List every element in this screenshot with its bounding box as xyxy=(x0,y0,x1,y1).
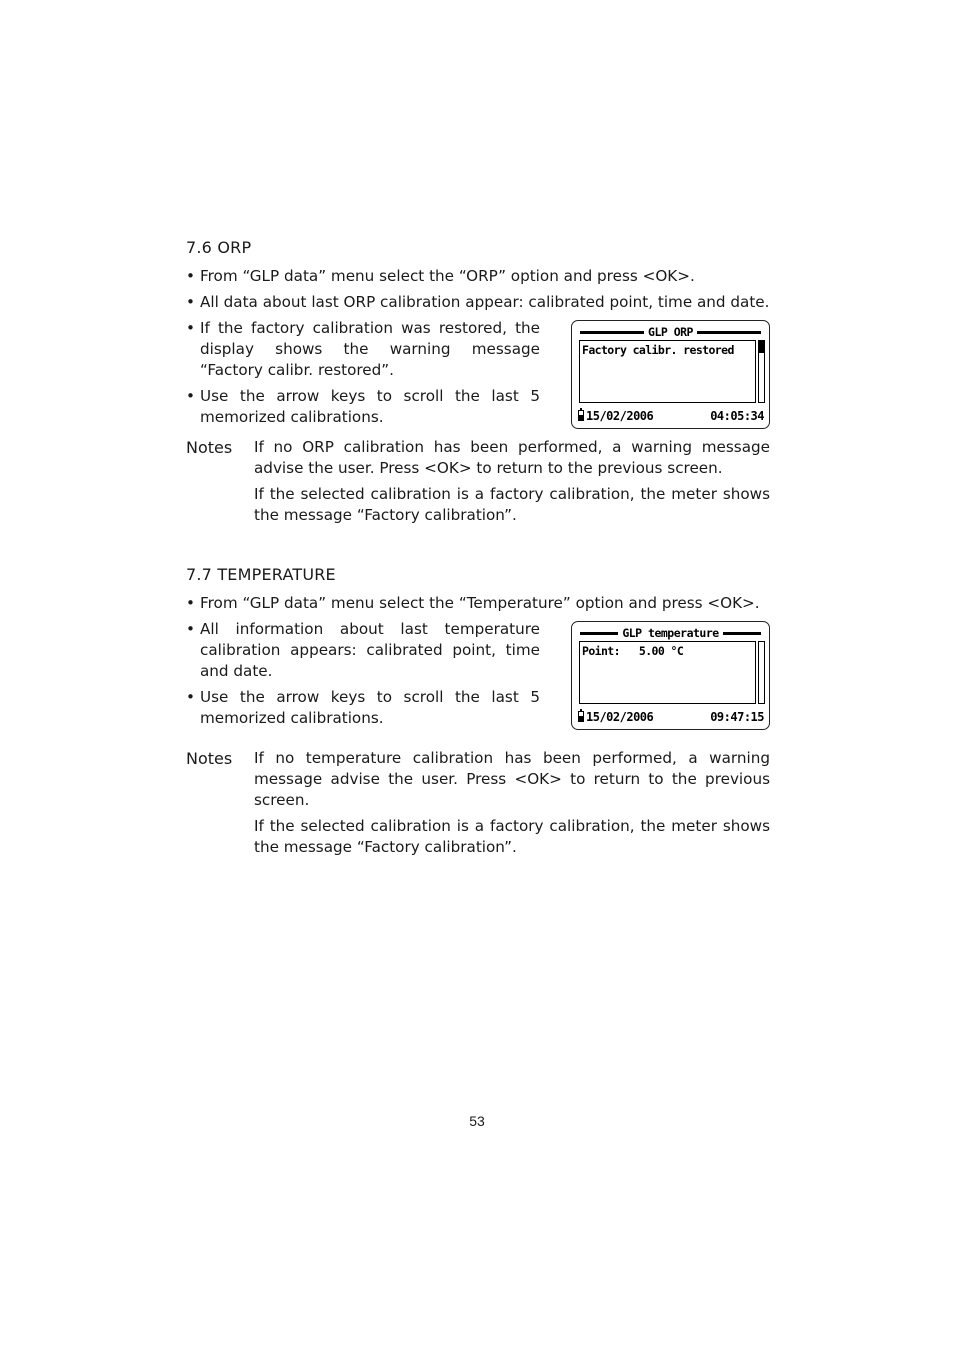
temp-bullets-left xyxy=(186,619,540,734)
lcd-content-box xyxy=(579,340,756,403)
lcd-title: GLP temperature xyxy=(622,626,719,640)
lcd-footer xyxy=(578,709,764,724)
lcd-scrollbar xyxy=(758,641,765,704)
battery-icon xyxy=(578,711,584,722)
section-temperature xyxy=(186,565,770,863)
page-number: 53 xyxy=(469,1113,485,1129)
lcd-header xyxy=(580,325,761,339)
note-temp-2: If the selected calibration is a factory calibration, the meter shows the message “Factory calibration”. xyxy=(254,817,770,856)
lcd-footer xyxy=(578,408,764,423)
temp-row xyxy=(186,619,770,734)
lcd-header-rule xyxy=(580,331,644,334)
lcd-date-group xyxy=(578,409,653,423)
lcd-scroll-thumb xyxy=(759,341,764,353)
section-title-orp: 7.6 ORP xyxy=(186,238,252,257)
bullet-temp-2: • All information about last temperature calibration appears: calibrated point, time and date. xyxy=(186,619,540,682)
lcd-glp-temperature xyxy=(571,621,770,730)
notes-label: Notes xyxy=(186,749,233,768)
notes-body xyxy=(254,437,770,531)
orp-row xyxy=(186,318,770,433)
lcd-date: 15/02/2006 xyxy=(586,709,654,724)
notes-temperature xyxy=(186,748,770,863)
section-title-temperature: 7.7 TEMPERATURE xyxy=(186,565,336,584)
bullet-orp-4: • Use the arrow keys to scroll the last 5 memorized calibrations. xyxy=(186,386,540,428)
bullet-orp-3: • If the factory calibration was restored, the display shows the warning message “Factory calibr. restored”. xyxy=(186,318,540,381)
notes-label: Notes xyxy=(186,438,233,457)
bullet-orp-1: • From “GLP data” menu select the “ORP” option and press <OK>. xyxy=(186,266,770,287)
page-content xyxy=(186,238,770,863)
lcd-date-group xyxy=(578,710,653,724)
lcd-message: Factory calibr. restored xyxy=(582,343,734,357)
lcd-time: 09:47:15 xyxy=(710,709,764,724)
lcd-scrollbar xyxy=(758,340,765,403)
section-orp xyxy=(186,238,770,531)
lcd-content-box xyxy=(579,641,756,704)
lcd-header-rule xyxy=(723,632,761,635)
lcd-header-rule xyxy=(580,632,618,635)
notes-orp xyxy=(186,437,770,531)
note-temp-1: If no temperature calibration has been performed, a warning message advise the user. Press <OK> to return to the previous screen. xyxy=(254,749,770,809)
note-orp-1: If no ORP calibration has been performed, a warning message advise the user. Press <OK> to return to the previous screen. xyxy=(254,438,770,477)
notes-body xyxy=(254,748,770,863)
lcd-header xyxy=(580,626,761,640)
bullet-temp-3: • Use the arrow keys to scroll the last 5 memorized calibrations. xyxy=(186,687,540,729)
lcd-date: 15/02/2006 xyxy=(586,408,654,423)
battery-icon xyxy=(578,410,584,421)
orp-bullets-left xyxy=(186,318,540,433)
lcd-title: GLP ORP xyxy=(648,325,693,339)
lcd-message: Point: 5.00 °C xyxy=(582,644,684,658)
bullet-orp-2: • All data about last ORP calibration appear: calibrated point, time and date. xyxy=(186,292,770,313)
bullet-temp-1: • From “GLP data” menu select the “Temperature” option and press <OK>. xyxy=(186,593,770,614)
note-orp-2: If the selected calibration is a factory calibration, the meter shows the message “Factory calibration”. xyxy=(254,485,770,524)
lcd-header-rule xyxy=(697,331,761,334)
lcd-time: 04:05:34 xyxy=(710,408,764,423)
lcd-glp-orp xyxy=(571,320,770,429)
